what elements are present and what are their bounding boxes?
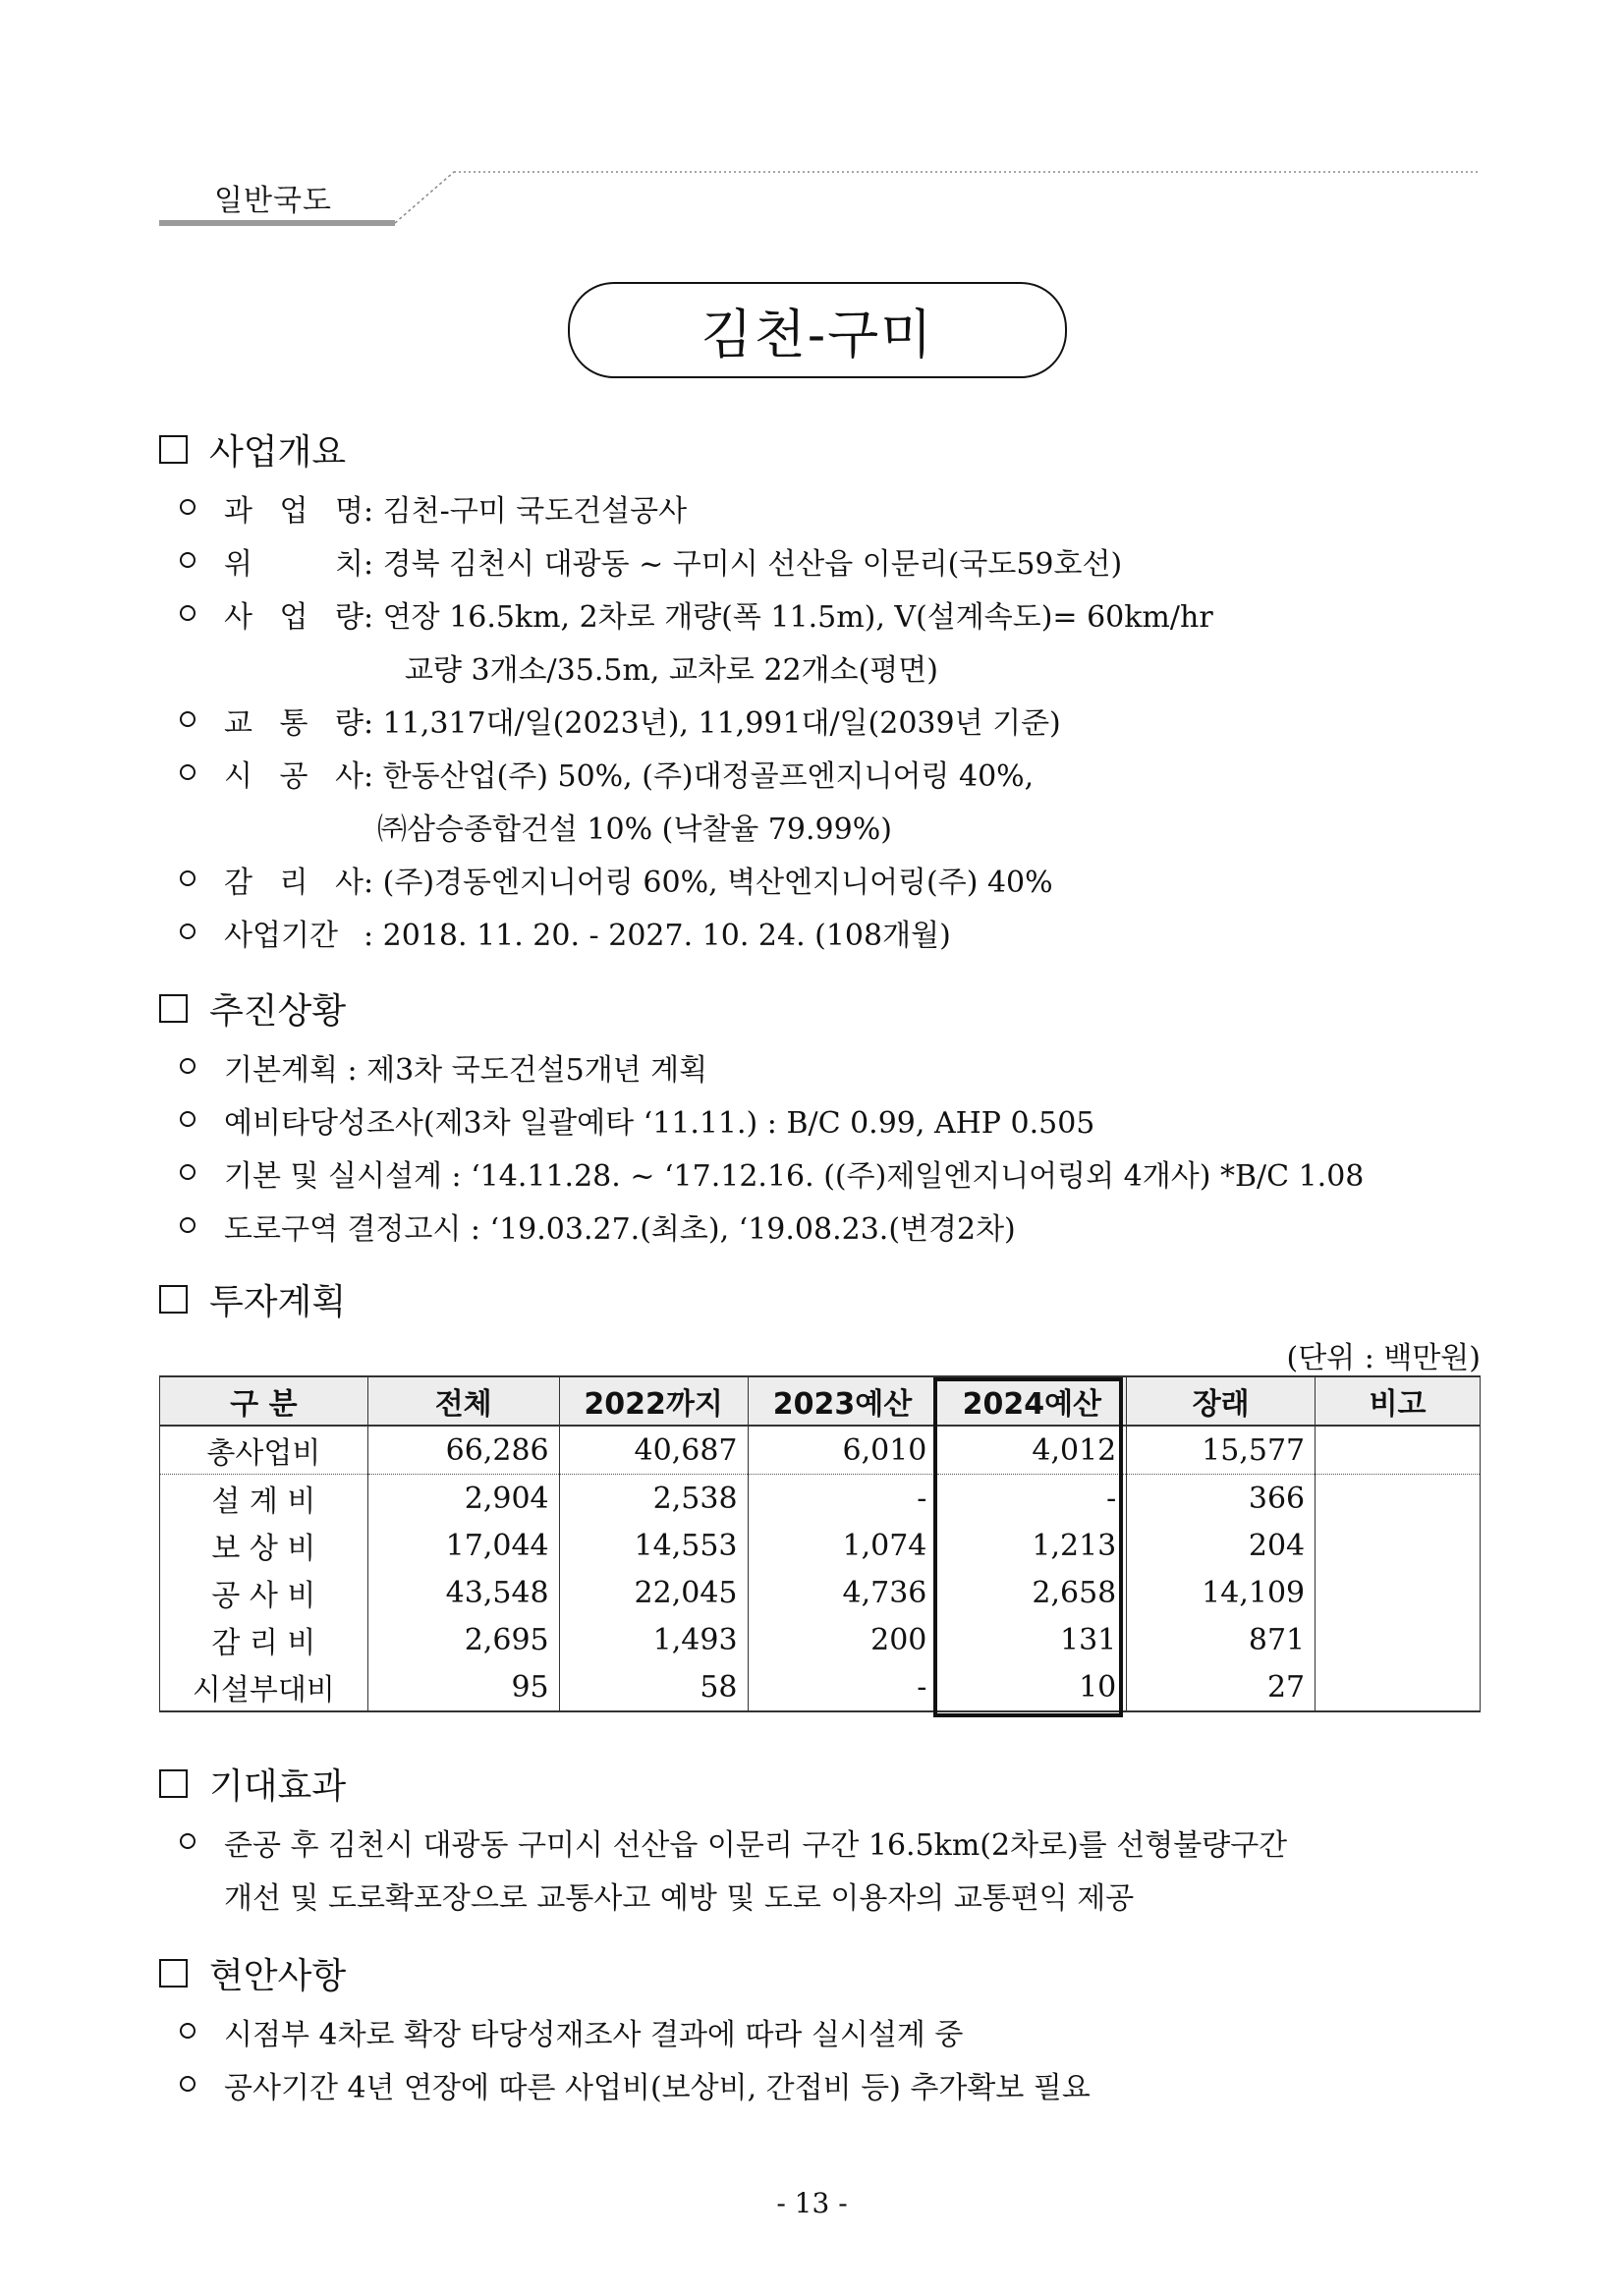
table-cell: 22,045 [559, 1569, 748, 1616]
table-cell: 131 [937, 1616, 1127, 1663]
col-header: 2023예산 [748, 1376, 937, 1426]
table-row [160, 1616, 1481, 1663]
table-cell: 95 [367, 1663, 559, 1711]
table-cell: 14,553 [559, 1522, 748, 1569]
circle-bullet-icon [180, 1058, 196, 1074]
key-label: 사 업 량 [224, 600, 364, 635]
table-cell [1316, 1522, 1481, 1569]
square-icon [159, 1285, 188, 1314]
key-label: 사업기간 [224, 919, 338, 953]
table-row [160, 1522, 1481, 1569]
table-cell [1316, 1569, 1481, 1616]
key-label: 과 업 명 [224, 494, 364, 529]
table-cell: 2,538 [559, 1475, 748, 1523]
table-cell: - [748, 1663, 937, 1711]
table-cell: 58 [559, 1663, 748, 1711]
table-cell: 15,577 [1127, 1426, 1316, 1475]
table-cell [1316, 1663, 1481, 1711]
table-row [160, 1475, 1481, 1523]
table-cell [1316, 1426, 1481, 1475]
row-label: 설 계 비 [160, 1475, 368, 1523]
circle-bullet-icon [180, 1833, 196, 1849]
section-progress-label: 추진상황 [209, 991, 347, 1032]
square-icon [159, 994, 188, 1023]
table-cell: 40,687 [559, 1426, 748, 1475]
circle-bullet-icon [180, 2023, 196, 2039]
section-effect-title [159, 1759, 346, 1809]
effect-line-1: 준공 후 김천시 대광동 구미시 선산읍 이문리 구간 16.5km(2차로)를 선형불량구간 [224, 1828, 1288, 1863]
table-row [160, 1569, 1481, 1616]
table-cell [1316, 1475, 1481, 1523]
section-investment-label: 투자계획 [209, 1282, 347, 1322]
key-label: 위 치 [224, 547, 364, 582]
value-text: : (주)경동엔지니어링 60%, 벽산엔지니어링(주) 40% [364, 866, 1053, 900]
table-row [160, 1663, 1481, 1711]
circle-bullet-icon [180, 764, 196, 780]
table-row [160, 1426, 1481, 1475]
circle-bullet-icon [180, 1164, 196, 1180]
table-cell: 366 [1127, 1475, 1316, 1523]
col-header: 2024예산 [937, 1376, 1127, 1426]
square-icon [159, 1959, 188, 1988]
table-cell: 14,109 [1127, 1569, 1316, 1616]
value-text: : 2018. 11. 20. - 2027. 10. 24. (108개월) [364, 919, 951, 953]
section-overview-label: 사업개요 [209, 432, 347, 473]
square-icon [159, 1769, 188, 1798]
table-cell: 4,736 [748, 1569, 937, 1616]
section-overview-title [159, 424, 346, 475]
header-label: 일반국도 [214, 184, 332, 218]
square-icon [159, 435, 188, 464]
circle-bullet-icon [180, 924, 196, 939]
col-header: 구 분 [160, 1376, 368, 1426]
running-header [159, 162, 1481, 231]
section-issues-title [159, 1948, 346, 1998]
progress-item: 도로구역 결정고시 : ‘19.03.27.(최초), ‘19.08.23.(변경2차) [224, 1212, 1016, 1247]
progress-item: 기본 및 실시설계 : ‘14.11.28. ~ ‘17.12.16. ((주)제일엔지니어링외 4개사) *B/C 1.08 [224, 1159, 1365, 1194]
overview-supervisor [224, 858, 1053, 901]
row-label: 보 상 비 [160, 1522, 368, 1569]
circle-bullet-icon [180, 711, 196, 727]
overview-location [224, 539, 1122, 583]
col-header: 전체 [367, 1376, 559, 1426]
overview-scope [224, 592, 1213, 636]
section-progress-title [159, 983, 346, 1034]
progress-item: 예비타당성조사(제3차 일괄예타 ‘11.11.) : B/C 0.99, AHP 0.505 [224, 1106, 1095, 1141]
section-issues-label: 현안사항 [209, 1956, 347, 1996]
page-number: - 13 - [776, 2187, 848, 2219]
table-cell: 2,658 [937, 1569, 1127, 1616]
table-cell: 871 [1127, 1616, 1316, 1663]
key-label: 시 공 사 [224, 759, 364, 794]
page-title: 김천-구미 [568, 282, 1067, 378]
circle-bullet-icon [180, 870, 196, 886]
circle-bullet-icon [180, 1111, 196, 1127]
circle-bullet-icon [180, 1217, 196, 1233]
investment-table [159, 1375, 1481, 1712]
key-label: 교 통 량 [224, 706, 364, 741]
value-text: : 한동산업(주) 50%, (주)대정골프엔지니어링 40%, [364, 759, 1035, 794]
table-header-row [160, 1376, 1481, 1426]
col-header: 장래 [1127, 1376, 1316, 1426]
value-text: : 연장 16.5km, 2차로 개량(폭 11.5m), V(설계속도)= 60km/hr [364, 600, 1213, 635]
circle-bullet-icon [180, 2076, 196, 2092]
table-cell: 1,074 [748, 1522, 937, 1569]
row-label: 공 사 비 [160, 1569, 368, 1616]
effect-line-2: 개선 및 도로확포장으로 교통사고 예방 및 도로 이용자의 교통편익 제공 [224, 1881, 1135, 1916]
col-header: 비고 [1316, 1376, 1481, 1426]
unit-label: (단위 : 백만원) [1286, 1341, 1481, 1375]
table-cell: 6,010 [748, 1426, 937, 1475]
value-text: : 김천-구미 국도건설공사 [364, 494, 688, 529]
header-bar [159, 220, 395, 226]
table-cell: - [937, 1475, 1127, 1523]
overview-contractor [224, 752, 1034, 795]
row-label: 시설부대비 [160, 1663, 368, 1711]
row-label: 총사업비 [160, 1426, 368, 1475]
table-cell: 66,286 [367, 1426, 559, 1475]
overview-period [224, 911, 951, 954]
overview-traffic [224, 699, 1061, 742]
table-cell: 200 [748, 1616, 937, 1663]
circle-bullet-icon [180, 552, 196, 568]
table-cell: 43,548 [367, 1569, 559, 1616]
key-label: 감 리 사 [224, 866, 364, 900]
value-text: : 11,317대/일(2023년), 11,991대/일(2039년 기준) [364, 706, 1061, 741]
table-cell: 1,213 [937, 1522, 1127, 1569]
value-text: : 경북 김천시 대광동 ~ 구미시 선산읍 이문리(국도59호선) [364, 547, 1123, 582]
table-cell: - [748, 1475, 937, 1523]
section-investment-title [159, 1274, 346, 1324]
table-cell: 2,695 [367, 1616, 559, 1663]
circle-bullet-icon [180, 499, 196, 515]
circle-bullet-icon [180, 605, 196, 621]
table-cell: 4,012 [937, 1426, 1127, 1475]
table-cell [1316, 1616, 1481, 1663]
table-cell: 204 [1127, 1522, 1316, 1569]
section-effect-label: 기대효과 [209, 1766, 347, 1807]
table-cell: 10 [937, 1663, 1127, 1711]
table-cell: 17,044 [367, 1522, 559, 1569]
overview-project-name [224, 486, 687, 530]
table-cell: 27 [1127, 1663, 1316, 1711]
table-cell: 2,904 [367, 1475, 559, 1523]
issue-item: 시점부 4차로 확장 타당성재조사 결과에 따라 실시설계 중 [224, 2018, 964, 2052]
overview-contractor-cont: ㈜삼승종합건설 10% (낙찰율 79.99%) [377, 812, 892, 847]
row-label: 감 리 비 [160, 1616, 368, 1663]
table-cell: 1,493 [559, 1616, 748, 1663]
issue-item: 공사기간 4년 연장에 따른 사업비(보상비, 간접비 등) 추가확보 필요 [224, 2071, 1091, 2105]
overview-scope-cont: 교량 3개소/35.5m, 교차로 22개소(평면) [405, 653, 938, 688]
col-header: 2022까지 [559, 1376, 748, 1426]
progress-item: 기본계획 : 제3차 국도건설5개년 계획 [224, 1053, 708, 1088]
